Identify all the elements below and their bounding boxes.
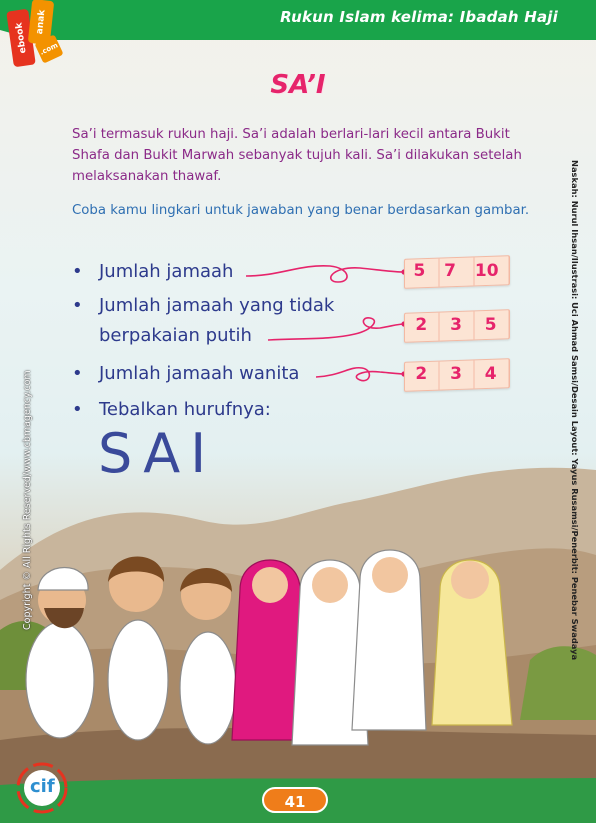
- page-number-badge: 41: [262, 787, 328, 813]
- answer-option[interactable]: 5: [484, 315, 497, 335]
- header-title: Rukun Islam kelima: Ibadah Haji: [280, 8, 558, 26]
- pilgrim-woman-white-2: [352, 550, 426, 730]
- answer-option[interactable]: 4: [484, 364, 497, 384]
- answer-option[interactable]: 3: [450, 315, 462, 335]
- pilgrims-illustration: [0, 440, 596, 823]
- question-2-label-line2: berpakaian putih: [99, 325, 252, 346]
- logo-tag-anak: anak: [28, 0, 54, 45]
- answer-option[interactable]: 10: [474, 261, 499, 281]
- connector-line-3: [316, 368, 404, 381]
- instruction-paragraph: Coba kamu lingkari untuk jawaban yang benar berdasarkan gambar.: [72, 203, 530, 218]
- bullet-dot: •: [72, 363, 83, 384]
- bullet-dot: •: [72, 261, 83, 282]
- answer-box-3: [404, 360, 508, 388]
- cif-logo: [12, 760, 76, 816]
- answer-option[interactable]: 2: [415, 364, 428, 384]
- pilgrim-woman-yellow: [432, 560, 512, 725]
- pilgrim-man-2: [108, 557, 168, 741]
- cif-logo-text: cif: [30, 776, 55, 797]
- answer-option[interactable]: 5: [413, 261, 426, 281]
- logo-tag-ebook: ebook: [6, 9, 36, 68]
- answer-box-2: [404, 311, 508, 339]
- copyright-vertical-text: Copyright © All Rights Reserved/www.cbmagency.com: [22, 370, 33, 630]
- question-3-label: Jumlah jamaah wanita: [99, 363, 300, 384]
- logo-tag-com: .com: [34, 34, 63, 63]
- intro-paragraph: Sa’i termasuk rukun haji. Sa’i adalah berlari-lari kecil antara Bukit Shafa dan Bukit Marwah sebanyak tujuh kali. Sa’i dilakukan setelah melaksanakan thawaf.: [72, 127, 522, 184]
- connector-line-1: [246, 266, 404, 282]
- trace-word[interactable]: SAI: [98, 422, 217, 485]
- answer-option[interactable]: 3: [450, 364, 462, 384]
- question-1-label: Jumlah jamaah: [99, 261, 234, 282]
- bullet-dot: •: [72, 295, 83, 316]
- answer-option[interactable]: 7: [444, 261, 456, 281]
- answer-option[interactable]: 2: [415, 315, 428, 335]
- question-2-label-line1: Jumlah jamaah yang tidak: [99, 295, 335, 316]
- tracing-label: Tebalkan hurufnya:: [99, 399, 271, 420]
- answer-box-1: [404, 257, 508, 285]
- bullet-dot: •: [72, 399, 83, 420]
- ebookanak-logo: [10, 0, 60, 66]
- pilgrim-man-3: [180, 568, 236, 744]
- connector-line-2: [268, 318, 404, 340]
- section-title: SA’I: [270, 70, 326, 100]
- credits-vertical-text: Naskah: Nurul Ihsan/Ilustrasi: Uci Ahmad Samsi/Desain Layout: Yayus Rusamsi/Penerbit: Penebar Swadaya: [570, 160, 580, 661]
